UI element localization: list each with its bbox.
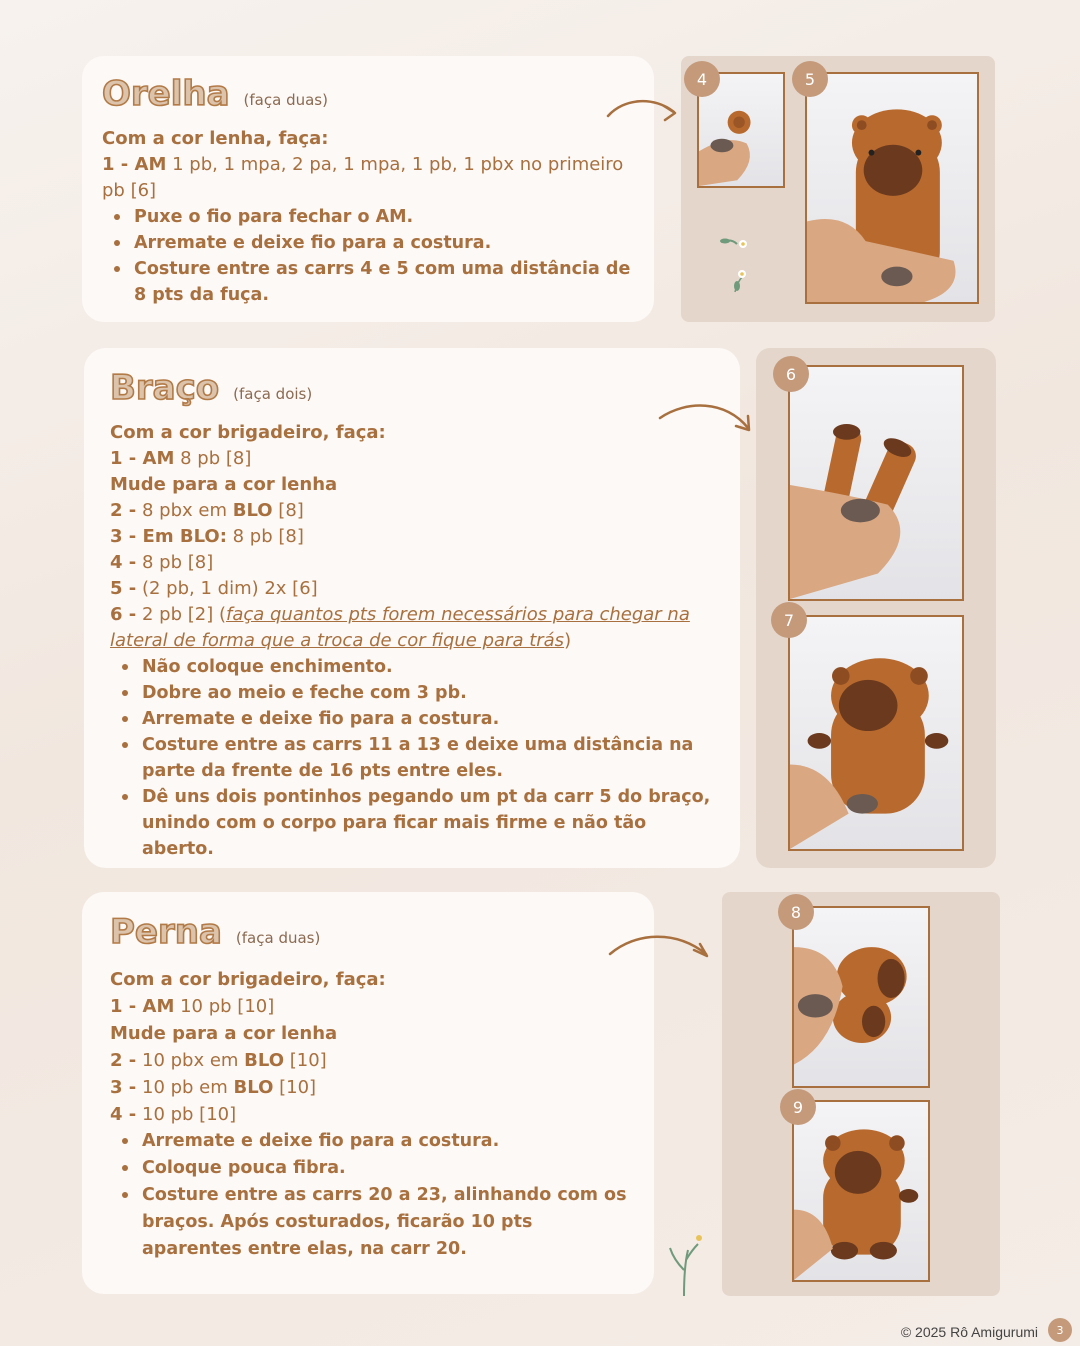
round-5 <box>110 576 716 602</box>
intro-line: Com a cor lenha, faça: <box>102 128 329 149</box>
section-title: Perna <box>110 912 222 952</box>
round-text: (2 pb, 1 dim) 2x [6] <box>136 578 318 599</box>
capybara-legs-photo-image <box>794 1102 928 1280</box>
bullet-item: Arremate e deixe fio para a costura. <box>110 1128 630 1155</box>
round-text: 8 pb [8] <box>174 448 252 469</box>
page-number-badge: 3 <box>1048 1318 1072 1342</box>
section-subtitle: (faça duas) <box>243 91 328 109</box>
capybara-body-photo-image <box>807 74 977 302</box>
flower-icon <box>717 228 761 298</box>
bullet-item: Dobre ao meio e feche com 3 pb. <box>110 680 716 706</box>
round-4 <box>110 1101 630 1128</box>
round-3 <box>110 524 716 550</box>
orelha-photo-panel <box>681 56 995 322</box>
bullet-item: Dê uns dois pontinhos pegando um pt da carr 5 do braço, unindo com o corpo para ficar mais firme e não tão aberto. <box>110 784 716 862</box>
round-6 <box>110 602 716 654</box>
round-text: 2 pb [2] ( <box>136 604 226 625</box>
section-subtitle: (faça duas) <box>235 929 321 947</box>
step-number-badge: 5 <box>792 61 828 97</box>
braco-header <box>110 368 716 408</box>
orelha-card <box>82 56 654 322</box>
arrow-icon <box>656 396 756 438</box>
intro-line: Com a cor brigadeiro, faça: <box>110 969 386 990</box>
bullet-item: Arremate e deixe fio para a costura. <box>102 230 634 256</box>
bullet-item: Puxe o fio para fechar o AM. <box>102 204 634 230</box>
round-text: 10 pb em <box>136 1077 234 1098</box>
round-label: 2 - <box>110 500 137 521</box>
blo-label: BLO <box>232 500 273 521</box>
round-note: faça quantos pts forem necessários para chegar na lateral de forma que a troca de cor fique para trás <box>110 604 690 651</box>
step-number-badge: 7 <box>771 602 807 638</box>
braco-card <box>84 348 740 868</box>
arms-photo-image <box>790 367 962 599</box>
round-3 <box>110 1074 630 1101</box>
round-text: 10 pbx em <box>136 1050 245 1071</box>
color-change-line: Mude para a cor lenha <box>110 1023 338 1044</box>
bullet-item: Costure entre as carrs 4 e 5 com uma distância de 8 pts da fuça. <box>102 256 634 308</box>
round-label: 1 - AM <box>110 448 175 469</box>
sprout-icon <box>666 1230 708 1300</box>
round-text: 8 pb [8] <box>136 552 214 573</box>
round-label: 3 - Em BLO: <box>110 526 227 547</box>
round-text-end: ) <box>564 630 572 651</box>
section-subtitle: (faça dois) <box>233 385 313 403</box>
perna-bullets <box>110 1128 630 1263</box>
photo-step-8 <box>792 906 930 1088</box>
color-change-line: Mude para a cor lenha <box>110 474 338 495</box>
capybara-arms-photo-image <box>790 617 962 849</box>
blo-label: BLO <box>233 1077 274 1098</box>
round-4 <box>110 550 716 576</box>
step-number-badge: 9 <box>780 1089 816 1125</box>
round-label: 2 - <box>110 1050 137 1071</box>
round-label: 4 - <box>110 1104 137 1125</box>
braco-bullets <box>110 654 716 862</box>
step-number-badge: 4 <box>684 61 720 97</box>
bullet-item: Costure entre as carrs 11 a 13 e deixe uma distância na parte da frente de 16 pts entre eles. <box>110 732 716 784</box>
perna-header <box>110 912 630 952</box>
round-label: 6 - <box>110 604 137 625</box>
perna-card <box>82 892 654 1294</box>
orelha-bullets <box>102 204 634 308</box>
round-text: 10 pb [10] <box>174 996 275 1017</box>
perna-photo-panel <box>722 892 1000 1296</box>
intro-line: Com a cor brigadeiro, faça: <box>110 422 386 443</box>
round-text: 8 pb [8] <box>226 526 304 547</box>
bullet-item: Coloque pouca fibra. <box>110 1155 630 1182</box>
section-title: Braço <box>110 368 220 408</box>
round-count: [10] <box>284 1050 327 1071</box>
round-label: 5 - <box>110 578 137 599</box>
photo-step-9 <box>792 1100 930 1282</box>
round-text: 10 pb [10] <box>136 1104 237 1125</box>
round-text: 8 pbx em <box>136 500 233 521</box>
legs-photo-image <box>794 908 928 1086</box>
arrow-icon <box>604 92 682 128</box>
round-1 <box>102 152 634 204</box>
section-title: Orelha <box>102 74 230 114</box>
bullet-item: Não coloque enchimento. <box>110 654 716 680</box>
copyright-text: © 2025 Rô Amigurumi <box>900 1324 1038 1340</box>
round-text: 1 pb, 1 mpa, 2 pa, 1 mpa, 1 pb, 1 pbx no primeiro pb [6] <box>102 154 624 201</box>
photo-step-6 <box>788 365 964 601</box>
photo-step-5 <box>805 72 979 304</box>
round-2 <box>110 1047 630 1074</box>
round-label: 4 - <box>110 552 137 573</box>
step-number-badge: 8 <box>778 894 814 930</box>
round-label: 3 - <box>110 1077 137 1098</box>
photo-step-7 <box>788 615 964 851</box>
bullet-item: Arremate e deixe fio para a costura. <box>110 706 716 732</box>
braco-instructions <box>110 420 716 862</box>
perna-instructions <box>110 966 630 1263</box>
round-label: 1 - AM <box>102 154 167 175</box>
step-number-badge: 6 <box>773 356 809 392</box>
round-label: 1 - AM <box>110 996 175 1017</box>
round-1 <box>110 993 630 1020</box>
braco-photo-panel <box>756 348 996 868</box>
arrow-icon <box>606 926 714 966</box>
bullet-item: Costure entre as carrs 20 a 23, alinhando com os braços. Após costurados, ficarão 10 pts aparentes entre elas, na carr 20. <box>110 1182 630 1263</box>
blo-label: BLO <box>244 1050 285 1071</box>
round-count: [8] <box>272 500 304 521</box>
round-1 <box>110 446 716 472</box>
round-2 <box>110 498 716 524</box>
orelha-instructions <box>102 126 634 308</box>
orelha-header <box>102 74 634 114</box>
round-count: [10] <box>273 1077 317 1098</box>
